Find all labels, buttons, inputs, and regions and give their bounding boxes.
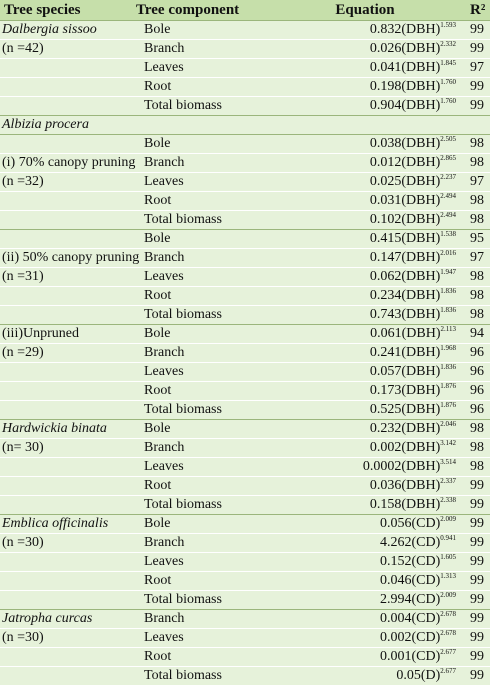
- equation-exponent: 2.677: [440, 667, 456, 675]
- component-cell: Total biomass: [132, 306, 264, 325]
- component-cell: Bole: [132, 21, 264, 40]
- species-cell: [0, 192, 132, 211]
- equation-cell: 0.234(DBH)$^{1.836}$: [264, 287, 466, 306]
- r2-cell: 99: [466, 629, 490, 648]
- component-cell: Branch: [132, 610, 264, 629]
- table-row: [0, 325, 490, 344]
- table-row: [0, 458, 490, 477]
- table-row: [0, 59, 490, 78]
- equation-cell: 0.046(CD)$^{1.313}$: [264, 572, 466, 591]
- r2-cell: 99: [466, 648, 490, 667]
- equation-cell: 0.041(DBH)$^{1.845}$: [264, 59, 466, 78]
- species-cell: [0, 287, 132, 306]
- component-cell: Total biomass: [132, 97, 264, 116]
- r2-cell: 99: [466, 21, 490, 40]
- table-row: [0, 268, 490, 287]
- species-cell: [0, 97, 132, 116]
- equation-exponent: 1.968: [440, 344, 456, 352]
- equation-cell: [264, 116, 466, 135]
- r2-cell: 98: [466, 439, 490, 458]
- table-row: [0, 496, 490, 515]
- equation-exponent: 2.237: [440, 173, 456, 181]
- equation-exponent: 2.332: [440, 40, 456, 48]
- table-row: [0, 135, 490, 154]
- component-cell: Total biomass: [132, 591, 264, 610]
- r2-cell: 96: [466, 344, 490, 363]
- species-cell: [0, 572, 132, 591]
- component-cell: Leaves: [132, 59, 264, 78]
- table-body: [0, 21, 490, 685]
- header-species: Tree species: [0, 0, 132, 21]
- r2-cell: 98: [466, 192, 490, 211]
- component-cell: [132, 116, 264, 135]
- r2-cell: 96: [466, 363, 490, 382]
- r2-cell: 98: [466, 268, 490, 287]
- equation-cell: 0.415(DBH)$^{1.538}$: [264, 230, 466, 249]
- equation-exponent: 2.016: [440, 249, 456, 257]
- component-cell: Branch: [132, 534, 264, 553]
- species-cell: (n =30): [0, 534, 132, 553]
- component-cell: Root: [132, 382, 264, 401]
- component-cell: Total biomass: [132, 667, 264, 685]
- species-cell: [0, 648, 132, 667]
- r2-cell: 96: [466, 401, 490, 420]
- table-row: [0, 287, 490, 306]
- r2-cell: 97: [466, 249, 490, 268]
- table-row: [0, 572, 490, 591]
- equation-exponent: 1.836: [440, 306, 456, 314]
- equation-exponent: 1.605: [440, 553, 456, 561]
- equation-exponent: 3.514: [440, 458, 456, 466]
- table-row: [0, 382, 490, 401]
- equation-cell: 0.002(DBH)$^{3.142}$: [264, 439, 466, 458]
- equation-cell: 0.036(DBH)$^{2.337}$: [264, 477, 466, 496]
- table-row: [0, 154, 490, 173]
- component-cell: Bole: [132, 135, 264, 154]
- equation-exponent: 2.677: [440, 648, 456, 656]
- r2-cell: 99: [466, 667, 490, 685]
- component-cell: Branch: [132, 439, 264, 458]
- table-row: [0, 553, 490, 572]
- species-cell: [0, 401, 132, 420]
- component-cell: Branch: [132, 344, 264, 363]
- table-row: [0, 211, 490, 230]
- table-row: [0, 477, 490, 496]
- component-cell: Leaves: [132, 629, 264, 648]
- equation-exponent: 3.142: [440, 439, 456, 447]
- table-row: [0, 515, 490, 534]
- species-cell: (iii)Unpruned: [0, 325, 132, 344]
- component-cell: Total biomass: [132, 211, 264, 230]
- r2-cell: 99: [466, 97, 490, 116]
- species-cell: [0, 59, 132, 78]
- component-cell: Leaves: [132, 553, 264, 572]
- equation-cell: 0.057(DBH)$^{1.836}$: [264, 363, 466, 382]
- table-row: [0, 401, 490, 420]
- r2-cell: 99: [466, 515, 490, 534]
- equation-cell: 0.031(DBH)$^{2.494}$: [264, 192, 466, 211]
- component-cell: Root: [132, 648, 264, 667]
- species-cell: [0, 230, 132, 249]
- species-cell: (n= 30): [0, 439, 132, 458]
- species-cell: [0, 496, 132, 515]
- equation-cell: 0.102(DBH)$^{2.494}$: [264, 211, 466, 230]
- table-row: [0, 344, 490, 363]
- species-cell: (ii) 50% canopy pruning: [0, 249, 132, 268]
- component-cell: Root: [132, 78, 264, 97]
- species-cell: [0, 667, 132, 685]
- species-cell: Hardwickia binata: [0, 420, 132, 439]
- r2-cell: 99: [466, 610, 490, 629]
- r2-cell: 98: [466, 458, 490, 477]
- r2-cell: 97: [466, 59, 490, 78]
- component-cell: Branch: [132, 40, 264, 59]
- component-cell: Leaves: [132, 173, 264, 192]
- equation-cell: 0.002(CD)$^{2.678}$: [264, 629, 466, 648]
- equation-cell: 0.061(DBH)$^{2.113}$: [264, 325, 466, 344]
- r2-cell: 96: [466, 382, 490, 401]
- r2-cell: 98: [466, 287, 490, 306]
- equation-exponent: 1.836: [440, 363, 456, 371]
- equation-cell: 4.262(CD)$^{0.941}$: [264, 534, 466, 553]
- component-cell: Branch: [132, 154, 264, 173]
- component-cell: Leaves: [132, 268, 264, 287]
- equation-cell: 0.198(DBH)$^{1.760}$: [264, 78, 466, 97]
- header-component: Tree component: [132, 0, 264, 21]
- species-cell: [0, 458, 132, 477]
- table-row: [0, 591, 490, 610]
- equation-cell: 0.056(CD)$^{2.009}$: [264, 515, 466, 534]
- species-cell: (n =32): [0, 173, 132, 192]
- equation-exponent: 1.538: [440, 230, 456, 238]
- species-cell: (n =30): [0, 629, 132, 648]
- equation-exponent: 1.760: [440, 97, 456, 105]
- equation-exponent: 2.865: [440, 154, 456, 162]
- equation-cell: 0.158(DBH)$^{2.338}$: [264, 496, 466, 515]
- r2-cell: 98: [466, 306, 490, 325]
- table-row: [0, 629, 490, 648]
- component-cell: Total biomass: [132, 401, 264, 420]
- component-cell: Root: [132, 192, 264, 211]
- equation-cell: 0.173(DBH)$^{1.876}$: [264, 382, 466, 401]
- component-cell: Bole: [132, 230, 264, 249]
- r2-cell: 95: [466, 230, 490, 249]
- equation-cell: 0.525(DBH)$^{1.876}$: [264, 401, 466, 420]
- header-equation: Equation: [264, 0, 466, 21]
- equation-exponent: 2.113: [441, 325, 457, 333]
- component-cell: Bole: [132, 420, 264, 439]
- equation-cell: 0.025(DBH)$^{2.237}$: [264, 173, 466, 192]
- equation-exponent: 1.836: [440, 287, 456, 295]
- r2-cell: 97: [466, 173, 490, 192]
- r2-cell: 94: [466, 325, 490, 344]
- table-row: [0, 534, 490, 553]
- equation-exponent: 1.845: [440, 59, 456, 67]
- r2-cell: 98: [466, 211, 490, 230]
- species-cell: [0, 591, 132, 610]
- component-cell: Leaves: [132, 363, 264, 382]
- component-cell: Bole: [132, 515, 264, 534]
- species-cell: [0, 382, 132, 401]
- equation-exponent: 2.678: [440, 629, 456, 637]
- equation-cell: 0.062(DBH)$^{1.947}$: [264, 268, 466, 287]
- table-row: [0, 230, 490, 249]
- species-cell: (n =42): [0, 40, 132, 59]
- equation-exponent: 1.947: [440, 268, 456, 276]
- species-cell: (i) 70% canopy pruning: [0, 154, 132, 173]
- table-row: [0, 21, 490, 40]
- table-row: [0, 420, 490, 439]
- component-cell: Bole: [132, 325, 264, 344]
- species-cell: (n =31): [0, 268, 132, 287]
- equation-exponent: 2.678: [440, 610, 456, 618]
- species-cell: Dalbergia sissoo: [0, 21, 132, 40]
- component-cell: Total biomass: [132, 496, 264, 515]
- equation-exponent: 2.009: [440, 515, 456, 523]
- equation-cell: 0.012(DBH)$^{2.865}$: [264, 154, 466, 173]
- equation-exponent: 2.009: [440, 591, 456, 599]
- r2-cell: 99: [466, 496, 490, 515]
- table-row: [0, 306, 490, 325]
- equation-exponent: 2.494: [440, 211, 456, 219]
- equation-exponent: 1.760: [440, 78, 456, 86]
- equation-exponent: 1.593: [440, 21, 456, 29]
- r2-cell: 98: [466, 135, 490, 154]
- equation-cell: 0.026(DBH)$^{2.332}$: [264, 40, 466, 59]
- header-r2: R²: [466, 0, 490, 21]
- equation-cell: 0.832(DBH)$^{1.593}$: [264, 21, 466, 40]
- equation-cell: 0.004(CD)$^{2.678}$: [264, 610, 466, 629]
- r2-cell: 99: [466, 40, 490, 59]
- r2-cell: 98: [466, 420, 490, 439]
- table-row: [0, 173, 490, 192]
- table-row: [0, 116, 490, 135]
- table-row: [0, 97, 490, 116]
- r2-cell: 98: [466, 154, 490, 173]
- species-cell: [0, 135, 132, 154]
- r2-cell: 99: [466, 534, 490, 553]
- species-cell: Albizia procera: [0, 116, 132, 135]
- equation-cell: 0.241(DBH)$^{1.968}$: [264, 344, 466, 363]
- component-cell: Root: [132, 477, 264, 496]
- equation-cell: 0.743(DBH)$^{1.836}$: [264, 306, 466, 325]
- equation-cell: 0.904(DBH)$^{1.760}$: [264, 97, 466, 116]
- header-row: [0, 0, 490, 21]
- equation-exponent: 0.941: [440, 534, 456, 542]
- table-row: [0, 439, 490, 458]
- species-cell: Emblica officinalis: [0, 515, 132, 534]
- r2-cell: 99: [466, 553, 490, 572]
- species-cell: [0, 553, 132, 572]
- species-cell: [0, 211, 132, 230]
- equation-cell: 0.0002(DBH)$^{3.514}$: [264, 458, 466, 477]
- equation-cell: 0.038(DBH)$^{2.505}$: [264, 135, 466, 154]
- component-cell: Root: [132, 287, 264, 306]
- equation-exponent: 2.505: [440, 135, 456, 143]
- species-cell: [0, 78, 132, 97]
- table-row: [0, 78, 490, 97]
- r2-cell: [466, 116, 490, 135]
- component-cell: Leaves: [132, 458, 264, 477]
- equation-exponent: 2.337: [440, 477, 456, 485]
- r2-cell: 99: [466, 78, 490, 97]
- species-cell: Jatropha curcas: [0, 610, 132, 629]
- equation-exponent: 2.494: [440, 192, 456, 200]
- equation-exponent: 1.876: [440, 382, 456, 390]
- equation-cell: 0.232(DBH)$^{2.046}$: [264, 420, 466, 439]
- equation-cell: $0.05(D)^{2.677}$: [264, 667, 466, 685]
- species-cell: (n =29): [0, 344, 132, 363]
- table-row: [0, 192, 490, 211]
- equation-cell: 0.147(DBH)$^{2.016}$: [264, 249, 466, 268]
- r2-cell: 99: [466, 572, 490, 591]
- species-cell: [0, 306, 132, 325]
- species-cell: [0, 477, 132, 496]
- equation-exponent: 1.313: [440, 572, 456, 580]
- r2-cell: 99: [466, 477, 490, 496]
- equation-cell: 0.001(CD)$^{2.677}$: [264, 648, 466, 667]
- component-cell: Branch: [132, 249, 264, 268]
- table-row: [0, 249, 490, 268]
- equation-exponent: 2.338: [440, 496, 456, 504]
- r2-cell: 99: [466, 591, 490, 610]
- species-cell: [0, 363, 132, 382]
- table-row: [0, 648, 490, 667]
- component-cell: Root: [132, 572, 264, 591]
- equation-exponent: 2.046: [440, 420, 456, 428]
- equation-cell: 0.152(CD)$^{1.605}$: [264, 553, 466, 572]
- table-row: [0, 40, 490, 59]
- table-row: [0, 667, 490, 685]
- equation-cell: 2.994(CD)$^{2.009}$: [264, 591, 466, 610]
- equation-exponent: 1.876: [440, 401, 456, 409]
- table-row: [0, 363, 490, 382]
- table-row: [0, 610, 490, 629]
